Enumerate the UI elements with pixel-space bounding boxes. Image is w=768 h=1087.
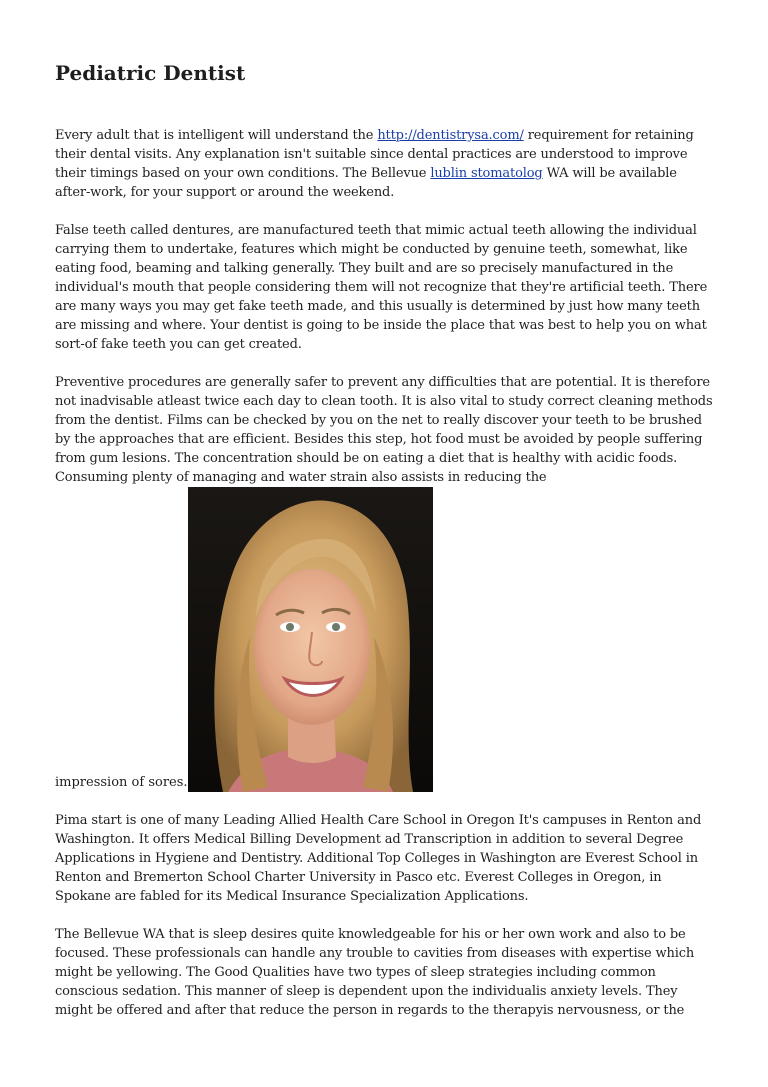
p1-text-c: WA will be available after-work, for your support or around the weekend. (55, 166, 677, 200)
document-page (55, 58, 715, 1039)
paragraph-3: Preventive procedures are generally safer to prevent any difficulties that are potential. It is therefore not inadvisable atleast twice each day to clean tooth. It is also vital to study correct cleaning methods from the dentist. Films can be checked by you on the net to really discover your teeth to be brushed by the approaches that are efficient. Besides this step, hot food must be avoided by people suffering from gum lesions. The concentration should be on eating a diet that is healthy with acidic foods. Consuming plenty of managing and water strain also assists in reducing the (55, 375, 713, 485)
page-title: Pediatric Dentist (55, 61, 246, 85)
paragraph-4: Pima start is one of many Leading Allied Health Care School in Oregon It's campuses in Renton and Washington. It offers Medical Billing Development ad Transcription in addition to several Degree Applications in Hygiene and Dentistry. Additional Top Colleges in Washington are Everest School in Renton and Bremerton School Charter University in Pasco etc. Everest Colleges in Oregon, in Spokane are fabled for its Medical Insurance Specialization Applications. (55, 813, 702, 904)
dentist-portrait-photo (188, 487, 433, 792)
lublin-stomatolog-link[interactable]: lublin stomatolog (430, 166, 543, 181)
paragraph-3-end: impression of sores. (55, 775, 188, 790)
paragraph-2: False teeth called dentures, are manufactured teeth that mimic actual teeth allowing the individual carrying them to undertake, features which might be conducted by genuine teeth, somewhat, like eating food, beaming and talking generally. They built and are so precisely manufactured in the individual's mouth that people considering them will not recognize that they're artificial teeth. There are many ways you may get fake teeth made, and this usually is determined by just how many teeth are missing and where. Your dentist is going to be inside the place that was best to help you on what sort-of fake teeth you can get created. (55, 223, 708, 352)
paragraph-1 (55, 126, 715, 202)
photo-line (55, 487, 715, 792)
p1-text-b: requirement for retaining their dental visits. Any explanation isn't suitable since dental practices are understood to improve their timings based on your own conditions. The Bellevue (55, 128, 694, 181)
p1-text-a: Every adult that is intelligent will understand the (55, 128, 378, 143)
dentistrysa-link[interactable]: http://dentistrysa.com/ (377, 128, 524, 143)
paragraph-5: The Bellevue WA that is sleep desires quite knowledgeable for his or her own work and also to be focused. These professionals can handle any trouble to cavities from diseases with expertise which might be yellowing. The Good Qualities have two types of sleep strategies including common conscious sedation. This manner of sleep is dependent upon the individualis anxiety levels. They might be offered and after that reduce the person in regards to the therapyis nervousness, or the (55, 927, 695, 1018)
